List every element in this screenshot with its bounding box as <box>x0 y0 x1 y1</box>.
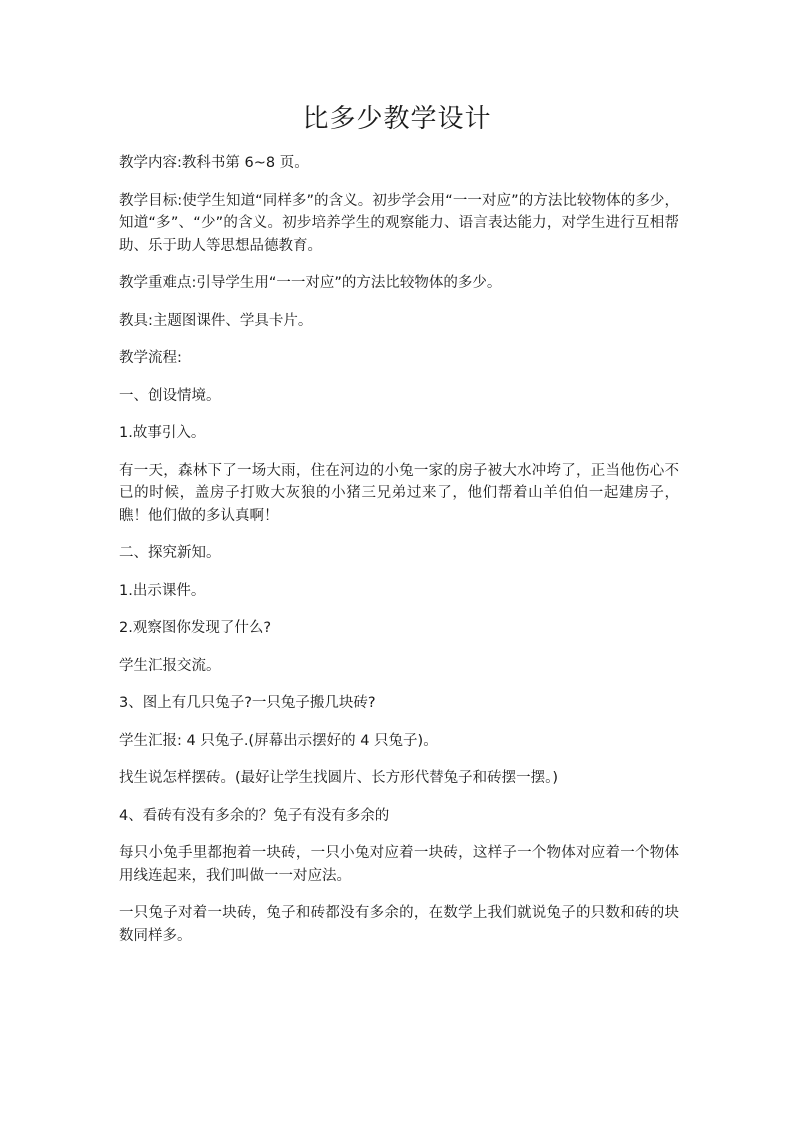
paragraph-one-to-one: 每只小兔手里都抱着一块砖，一只小兔对应着一块砖，这样子一个物体对应着一个物体用线连起来，我们叫做一一对应法。 <box>119 845 679 884</box>
paragraph-same-amount: 一只兔子对着一块砖，兔子和砖都没有多余的，在数学上我们就说兔子的只数和砖的块数同样多。 <box>119 905 679 944</box>
section-heading-2: 二、探究新知。 <box>119 545 221 561</box>
paragraph-process-heading: 教学流程: <box>119 350 182 366</box>
paragraph-story-intro: 1.故事引入。 <box>119 425 206 441</box>
paragraph-question-rabbits: 3、图上有几只兔子?一只兔子搬几块砖? <box>119 695 376 711</box>
document-body <box>119 152 679 962</box>
paragraph-teaching-goals: 教学目标:使学生知道“同样多”的含义。初步学会用“一一对应”的方法比较物体的多少，知道“多”、“少”的含义。初步培养学生的观察能力、语言表达能力，对学生进行互相帮助、乐于助人等思想品德教育。 <box>119 192 679 254</box>
paragraph-show-courseware: 1.出示课件。 <box>119 582 206 599</box>
paragraph-report: 学生汇报交流。 <box>119 657 221 674</box>
document-title: 比多少教学设计 <box>302 104 492 134</box>
paragraph-key-points: 教学重难点:引导学生用“一一对应”的方法比较物体的多少。 <box>119 275 502 291</box>
paragraph-arrange-bricks: 找生说怎样摆砖。(最好让学生找圆片、长方形代替兔子和砖摆一摆。) <box>119 770 559 786</box>
section-heading-1: 一、创设情境。 <box>119 387 221 404</box>
paragraph-teaching-aids: 教具:主题图课件、学具卡片。 <box>119 312 313 329</box>
paragraph-report-rabbits: 学生汇报: 4 只兔子.(屏幕出示摆好的 4 只兔子)。 <box>119 732 438 749</box>
paragraph-teaching-content: 教学内容:教科书第 6~8 页。 <box>119 155 309 171</box>
paragraph-question-extra: 4、看砖有没有多余的？兔子有没有多余的 <box>119 807 390 824</box>
paragraph-observe: 2.观察图你发现了什么? <box>119 620 272 636</box>
paragraph-story: 有一天，森林下了一场大雨，住在河边的小兔一家的房子被大水冲垮了，正当他伤心不已的时候，盖房子打败大灰狼的小猪三兄弟过来了，他们帮着山羊伯伯一起建房子，瞧！他们做的多认真啊！ <box>119 462 679 524</box>
